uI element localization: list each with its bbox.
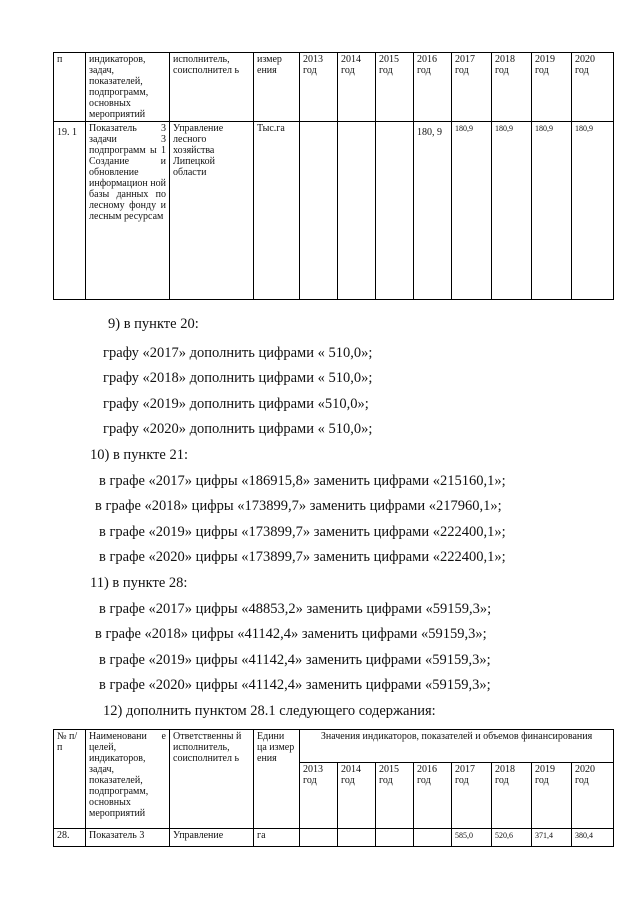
row-unit: Тыс.га [254,122,300,300]
row-value [300,122,338,300]
header-cell-name: индикаторов, задач, показателей, подпрограмм, основных мероприятий [86,53,170,122]
paragraph: 12) дополнить пунктом 28.1 следующего содержания: [103,703,436,719]
row-name: Показатель 3 задачи 3 подпрограмм ы 1 Создание и обновление информацион ной базы данных по лесному фонду и лесным ресурсам [86,122,170,300]
table-header-row [54,53,614,122]
paragraph: графу «2018» дополнить цифрами « 510,0»; [103,370,373,386]
paragraph: в графе «2018» цифры «41142,4» заменить цифрами «59159,3»; [95,626,487,642]
paragraph: графу «2020» дополнить цифрами « 510,0»; [103,421,373,437]
table-header-row [54,730,614,763]
row-value: 371,4 [532,829,572,847]
header-cell-year: 2019 год [532,763,572,829]
row-value: 520,6 [492,829,532,847]
header-cell-year: 2020 год [572,763,614,829]
paragraph: 9) в пункте 20: [108,316,199,332]
header-cell-name: Наименовани е целей, индикаторов, задач, показателей, подпрограмм, основных мероприятий [86,730,170,829]
header-cell-exec: исполнитель, соисполнител ь [170,53,254,122]
header-cell-unit: измер ения [254,53,300,122]
paragraph: 10) в пункте 21: [90,447,188,463]
table-row [54,829,614,847]
header-cell-num: п [54,53,86,122]
paragraph: графу «2019» дополнить цифрами «510,0»; [103,396,369,412]
paragraph: в графе «2020» цифры «41142,4» заменить цифрами «59159,3»; [99,677,491,693]
row-num: 19. 1 [54,122,86,300]
row-value [376,829,414,847]
header-cell-year: 2013 год [300,53,338,122]
paragraph: в графе «2019» цифры «41142,4» заменить цифрами «59159,3»; [99,652,491,668]
row-num: 28. [54,829,86,847]
header-cell-year: 2014 год [338,53,376,122]
header-cell-year: 2017 год [452,763,492,829]
row-value: 180,9 [452,122,492,300]
row-unit: га [254,829,300,847]
header-cell-num: № п/ п [54,730,86,829]
row-value: 180,9 [492,122,532,300]
row-value: 180,9 [532,122,572,300]
row-value [414,829,452,847]
row-value [376,122,414,300]
paragraph: в графе «2017» цифры «48853,2» заменить цифрами «59159,3»; [99,601,492,617]
row-value: 380,4 [572,829,614,847]
row-name: Показатель 3 [86,829,170,847]
row-value [300,829,338,847]
header-cell-unit: Едини ца измер ения [254,730,300,829]
row-executor: Управление лесного хозяйства Липецкой области [170,122,254,300]
table-bottom [53,729,614,847]
header-cell-year: 2020 год [572,53,614,122]
paragraph: в графе «2020» цифры «173899,7» заменить цифрами «222400,1»; [99,549,506,565]
header-cell-year: 2018 год [492,53,532,122]
table-row [54,122,614,300]
header-cell-year: 2018 год [492,763,532,829]
row-executor: Управление [170,829,254,847]
row-value: 180,9 [572,122,614,300]
header-cell-year: 2014 год [338,763,376,829]
row-value: 180, 9 [414,122,452,300]
header-cell-year: 2015 год [376,763,414,829]
table-top [53,52,614,300]
header-cell-group: Значения индикаторов, показателей и объемов финансирования [300,730,614,763]
paragraph: 11) в пункте 28: [90,575,188,591]
header-cell-year: 2017 год [452,53,492,122]
paragraph: в графе «2018» цифры «173899,7» заменить цифрами «217960,1»; [95,498,502,514]
header-cell-year: 2016 год [414,53,452,122]
header-cell-year: 2013 год [300,763,338,829]
paragraph: графу «2017» дополнить цифрами « 510,0»; [103,345,373,361]
row-value: 585,0 [452,829,492,847]
row-value [338,122,376,300]
paragraph: в графе «2019» цифры «173899,7» заменить цифрами «222400,1»; [99,524,506,540]
header-cell-exec: Ответственны й исполнитель, соисполнител ь [170,730,254,829]
header-cell-year: 2015 год [376,53,414,122]
row-value [338,829,376,847]
header-cell-year: 2019 год [532,53,572,122]
header-cell-year: 2016 год [414,763,452,829]
paragraph: в графе «2017» цифры «186915,8» заменить цифрами «215160,1»; [99,473,506,489]
